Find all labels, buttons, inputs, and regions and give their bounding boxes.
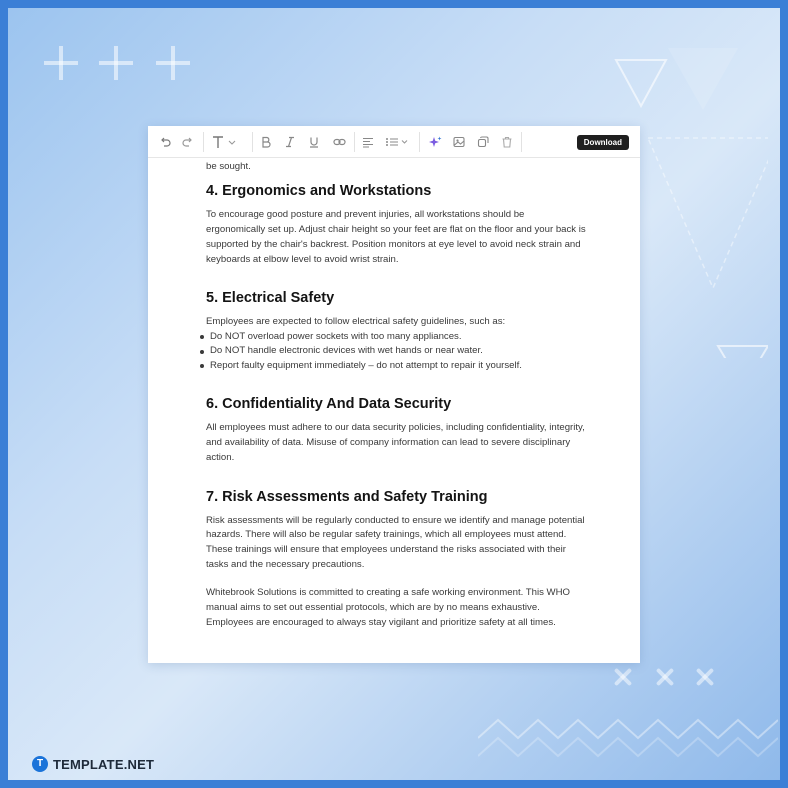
document-editor xyxy=(148,126,640,663)
list-item: Report faulty equipment immediately – do not attempt to repair it yourself. xyxy=(200,359,586,374)
text-style-icon[interactable] xyxy=(210,133,240,151)
section-body: Employees are expected to follow electrical safety guidelines, such as: xyxy=(206,316,506,328)
copy-icon[interactable] xyxy=(474,133,492,151)
section-heading: 7. Risk Assessments and Safety Training xyxy=(206,488,488,505)
list-item: Do NOT handle electronic devices with wet hands or near water. xyxy=(200,344,586,359)
paragraph-partial: be sought. xyxy=(206,160,251,172)
redo-icon[interactable] xyxy=(179,133,197,151)
x-decoration xyxy=(612,666,634,688)
x-decoration xyxy=(654,666,676,688)
section-heading: 6. Confidentiality And Data Security xyxy=(206,396,452,413)
download-button[interactable]: Download xyxy=(577,135,629,150)
plus-decoration xyxy=(156,46,190,80)
italic-icon[interactable] xyxy=(281,133,299,151)
sparkle-icon[interactable] xyxy=(426,133,444,151)
section-heading: 5. Electrical Safety xyxy=(206,290,335,307)
toolbar-divider xyxy=(203,132,204,152)
plus-decoration xyxy=(44,46,78,80)
toolbar-divider xyxy=(252,132,253,152)
plus-decoration xyxy=(99,46,133,80)
list-icon[interactable] xyxy=(384,133,412,151)
editor-toolbar xyxy=(148,126,640,158)
list-item: Do NOT overload power sockets with too many appliances. xyxy=(200,330,586,345)
align-icon[interactable] xyxy=(359,133,377,151)
x-decoration xyxy=(694,666,716,688)
link-icon[interactable] xyxy=(330,133,348,151)
section-heading: 4. Ergonomics and Workstations xyxy=(206,183,432,200)
section-body: Risk assessments will be regularly conducted to ensure we identify and manage potential hazards. There will also be regular safety trainings, which all employees must attend. These trainings will ensure that employees understand the risks associated with their tasks and the necessary precautions. xyxy=(206,514,585,570)
bold-icon[interactable] xyxy=(257,133,275,151)
trash-icon[interactable] xyxy=(498,133,516,151)
document-content xyxy=(206,145,586,630)
section-body: All employees must adhere to our data security policies, including confidentiality, integrity, and availability of data. Misuse of company information can lead to severe disciplinary action. xyxy=(206,422,585,463)
section-body: To encourage good posture and prevent injuries, all workstations should be ergonomically set up. Adjust chair height so your feet are flat on the floor and your back is supported by the chair's backrest. Position monitors at eye level to avoid neck strain and keyboards at elbow level to avoid wrist strain. xyxy=(206,209,586,265)
image-icon[interactable] xyxy=(450,133,468,151)
toolbar-divider xyxy=(419,132,420,152)
brand-logo xyxy=(32,756,154,772)
zigzag-decoration xyxy=(478,698,778,758)
brand-name: TEMPLATE.NET xyxy=(53,756,155,772)
bullet-list xyxy=(200,330,586,374)
closing-paragraph: Whitebrook Solutions is committed to creating a safe working environment. This WHO manual aims to set out essential protocols, which are by no means exhaustive. Employees are encouraged to always stay vigilant and prioritize safety at all times. xyxy=(206,587,571,628)
undo-icon[interactable] xyxy=(156,133,174,151)
toolbar-divider xyxy=(354,132,355,152)
brand-logo-icon: T xyxy=(32,756,48,772)
toolbar-divider xyxy=(521,132,522,152)
underline-icon[interactable] xyxy=(305,133,323,151)
